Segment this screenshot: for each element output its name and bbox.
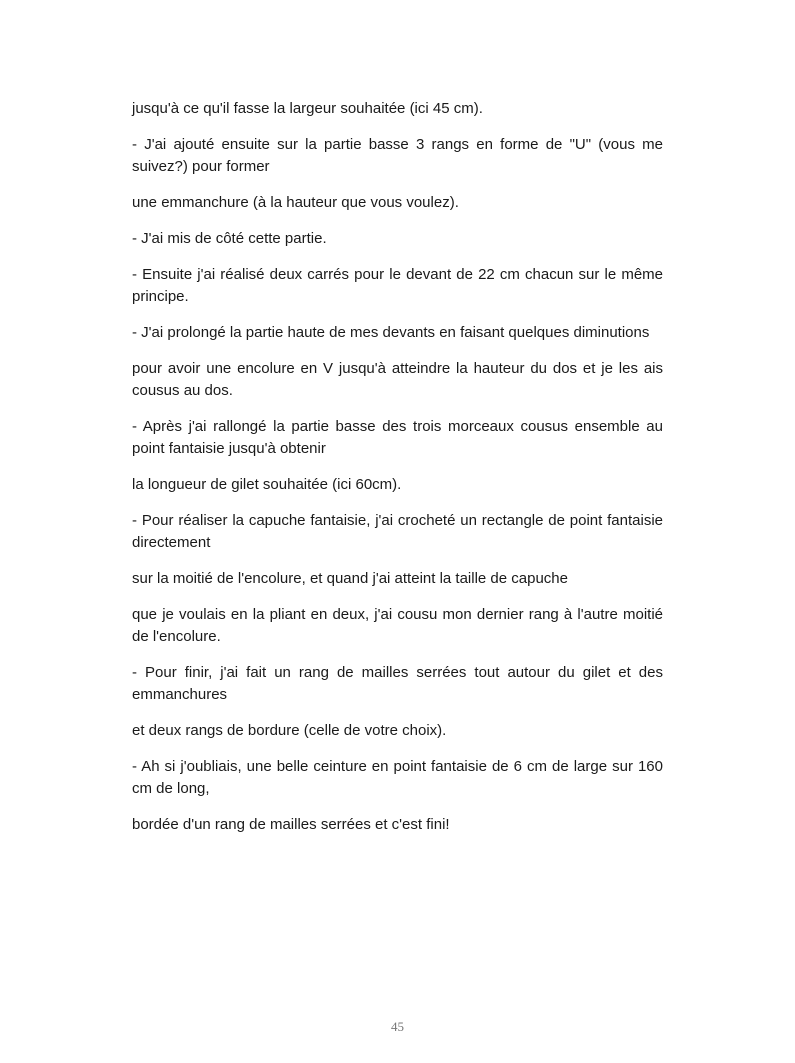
paragraph: - Après j'ai rallongé la partie basse des trois morceaux cousus ensemble au point fantaisie jusqu'à obtenir	[132, 418, 663, 457]
page-number: 45	[391, 1019, 404, 1034]
paragraph: - J'ai mis de côté cette partie.	[132, 230, 327, 247]
paragraph: - Pour finir, j'ai fait un rang de mailles serrées tout autour du gilet et des emmanchures	[132, 664, 663, 703]
paragraph: et deux rangs de bordure (celle de votre choix).	[132, 722, 447, 739]
paragraph: - Ensuite j'ai réalisé deux carrés pour le devant de 22 cm chacun sur le même principe.	[132, 266, 663, 305]
paragraph: la longueur de gilet souhaitée (ici 60cm).	[132, 476, 402, 493]
paragraph: - Pour réaliser la capuche fantaisie, j'ai crocheté un rectangle de point fantaisie directement	[132, 512, 663, 551]
paragraph: - J'ai prolongé la partie haute de mes devants en faisant quelques diminutions	[132, 324, 650, 341]
paragraph: que je voulais en la pliant en deux, j'ai cousu mon dernier rang à l'autre moitié de l'encolure.	[132, 606, 663, 645]
body-text	[132, 98, 663, 850]
paragraph: sur la moitié de l'encolure, et quand j'ai atteint la taille de capuche	[132, 570, 568, 587]
paragraph: une emmanchure (à la hauteur que vous voulez).	[132, 194, 459, 211]
paragraph: pour avoir une encolure en V jusqu'à atteindre la hauteur du dos et je les ais cousus au dos.	[132, 360, 663, 399]
paragraph: bordée d'un rang de mailles serrées et c'est fini!	[132, 816, 450, 833]
paragraph: - Ah si j'oubliais, une belle ceinture en point fantaisie de 6 cm de large sur 160 cm de long,	[132, 758, 663, 797]
paragraph: - J'ai ajouté ensuite sur la partie basse 3 rangs en forme de "U" (vous me suivez?) pour former	[132, 136, 663, 175]
paragraph: jusqu'à ce qu'il fasse la largeur souhaitée (ici 45 cm).	[132, 100, 483, 117]
